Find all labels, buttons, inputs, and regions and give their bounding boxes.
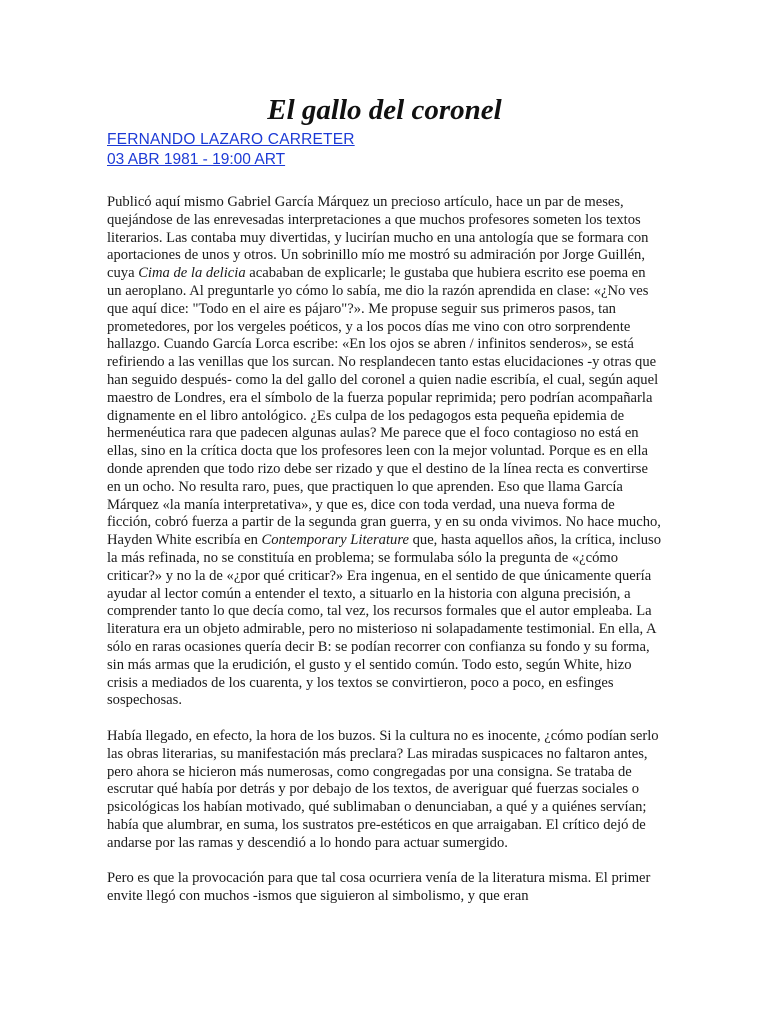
- article-title: El gallo del coronel: [267, 94, 502, 126]
- paragraph-1: [107, 194, 662, 710]
- paragraph-1-text-b: acababan de explicarle; le gustaba que hubiera escrito ese poema en un aeroplano. Al preguntarle yo cómo lo sabía, me dio la razón aprendida en clase: «¿No ves que aquí dice: "Todo en el aire es pájaro"?». Me propuse seguir sus primeros pasos, tan prometedores, por los vergeles poéticos, y a los pocos días me vino con otro sorprendente hallazgo. Cuando García Lorca escribe: «En los ojos se abren / infinitos senderos», se está refiriendo a las venillas que los surcan. No resplandecen tanto estas elucidaciones -y otras que han seguido después- como la del gallo del coronel a quien nadie escribía, el cual, según aquel maestro de Londres, era el símbolo de la fuerza popular reprimida; pero podrían acompañarla dignamente en el libro antológico. ¿Es culpa de los pedagogos esta pequeña epidemia de hermenéutica rara que padecen algunas aulas? Me parece que el foco contagioso no está en ellas, sino en la crítica docta que los profesores leen con la mejor voluntad. Porque es en ella donde aprenden que todo rizo debe ser rizado y que el destino de la línea recta es convertirse en un ocho. No resulta raro, pues, que practiquen lo que aprenden. Eso que llama García Márquez «la manía interpretativa», y que es, dice con toda verdad, una nueva forma de ficción, cobró fuerza a partir de la segunda gran guerra, y en su onda vivimos. No hace mucho, Hayden White escribía en: [107, 265, 661, 549]
- paragraph-2: Había llegado, en efecto, la hora de los buzos. Si la cultura no es inocente, ¿cómo podían serlo las obras literarias, su manifestación más preclara? Las miradas suspicaces no faltaron antes, pero ahora se hicieron más numerosas, como congregadas por una consigna. Se trataba de escrutar qué había por detrás y por debajo de los textos, de averiguar qué fuerzas sociales o psicológicas los habían motivado, qué sublimaban o denunciaban, a qué y a quiénes servían; había que alumbrar, en suma, los sustratos pre-estéticos en que arraigaban. El crítico dejó de andarse por las ramas y descendió a lo hondo para actuar sumergido.: [107, 727, 659, 851]
- byline: [107, 130, 662, 170]
- book-title-cima: Cima de la delicia: [138, 265, 246, 282]
- article: [107, 94, 662, 924]
- paragraph-3: Pero es que la provocación para que tal cosa ocurriera venía de la literatura misma. El primer envite llegó con muchos -ismos que siguieron al simbolismo, y que eran: [107, 870, 651, 905]
- article-body: [107, 194, 662, 906]
- journal-title: Contemporary Literature: [261, 532, 409, 549]
- paragraph-1-text-a: Publicó aquí mismo Gabriel García Márquez un precioso artículo, hace un par de meses, quejándose de las enrevesadas interpretaciones a que muchos profesores someten los textos literarios. Las contaba muy divertidas, y lucirían mucho en una antología que se formara con aportaciones de unos y otros. Un sobrinillo mío me mostró su admiración por Jorge Guillén, cuya: [107, 194, 649, 282]
- date-link[interactable]: 03 ABR 1981 - 19:00 ART: [107, 151, 286, 168]
- author-link[interactable]: FERNANDO LAZARO CARRETER: [107, 131, 355, 148]
- paragraph-1-text-c: que, hasta aquellos años, la crítica, incluso la más refinada, no se constituía en problema; se formulaba sólo la pregunta de «¿cómo criticar?» y no la de «¿por qué criticar?» Era ingenua, en el sentido de que únicamente quería ayudar al lector común a entender el texto, a situarlo en la historia con alguna precisión, a comprender tanto lo que decía como, tal vez, los recursos formales que el autor empleaba. La literatura era un objeto admirable, pero no misterioso ni solapadamente testimonial. En ella, A sólo en raras ocasiones quería decir B: se podían recorrer con confianza su fondo y su forma, sin más armas que la erudición, el gusto y el sentido común. Todo esto, según White, hizo crisis a mediados de los cuarenta, y los textos se convirtieron, poco a poco, en esfinges sospechosas.: [107, 532, 662, 709]
